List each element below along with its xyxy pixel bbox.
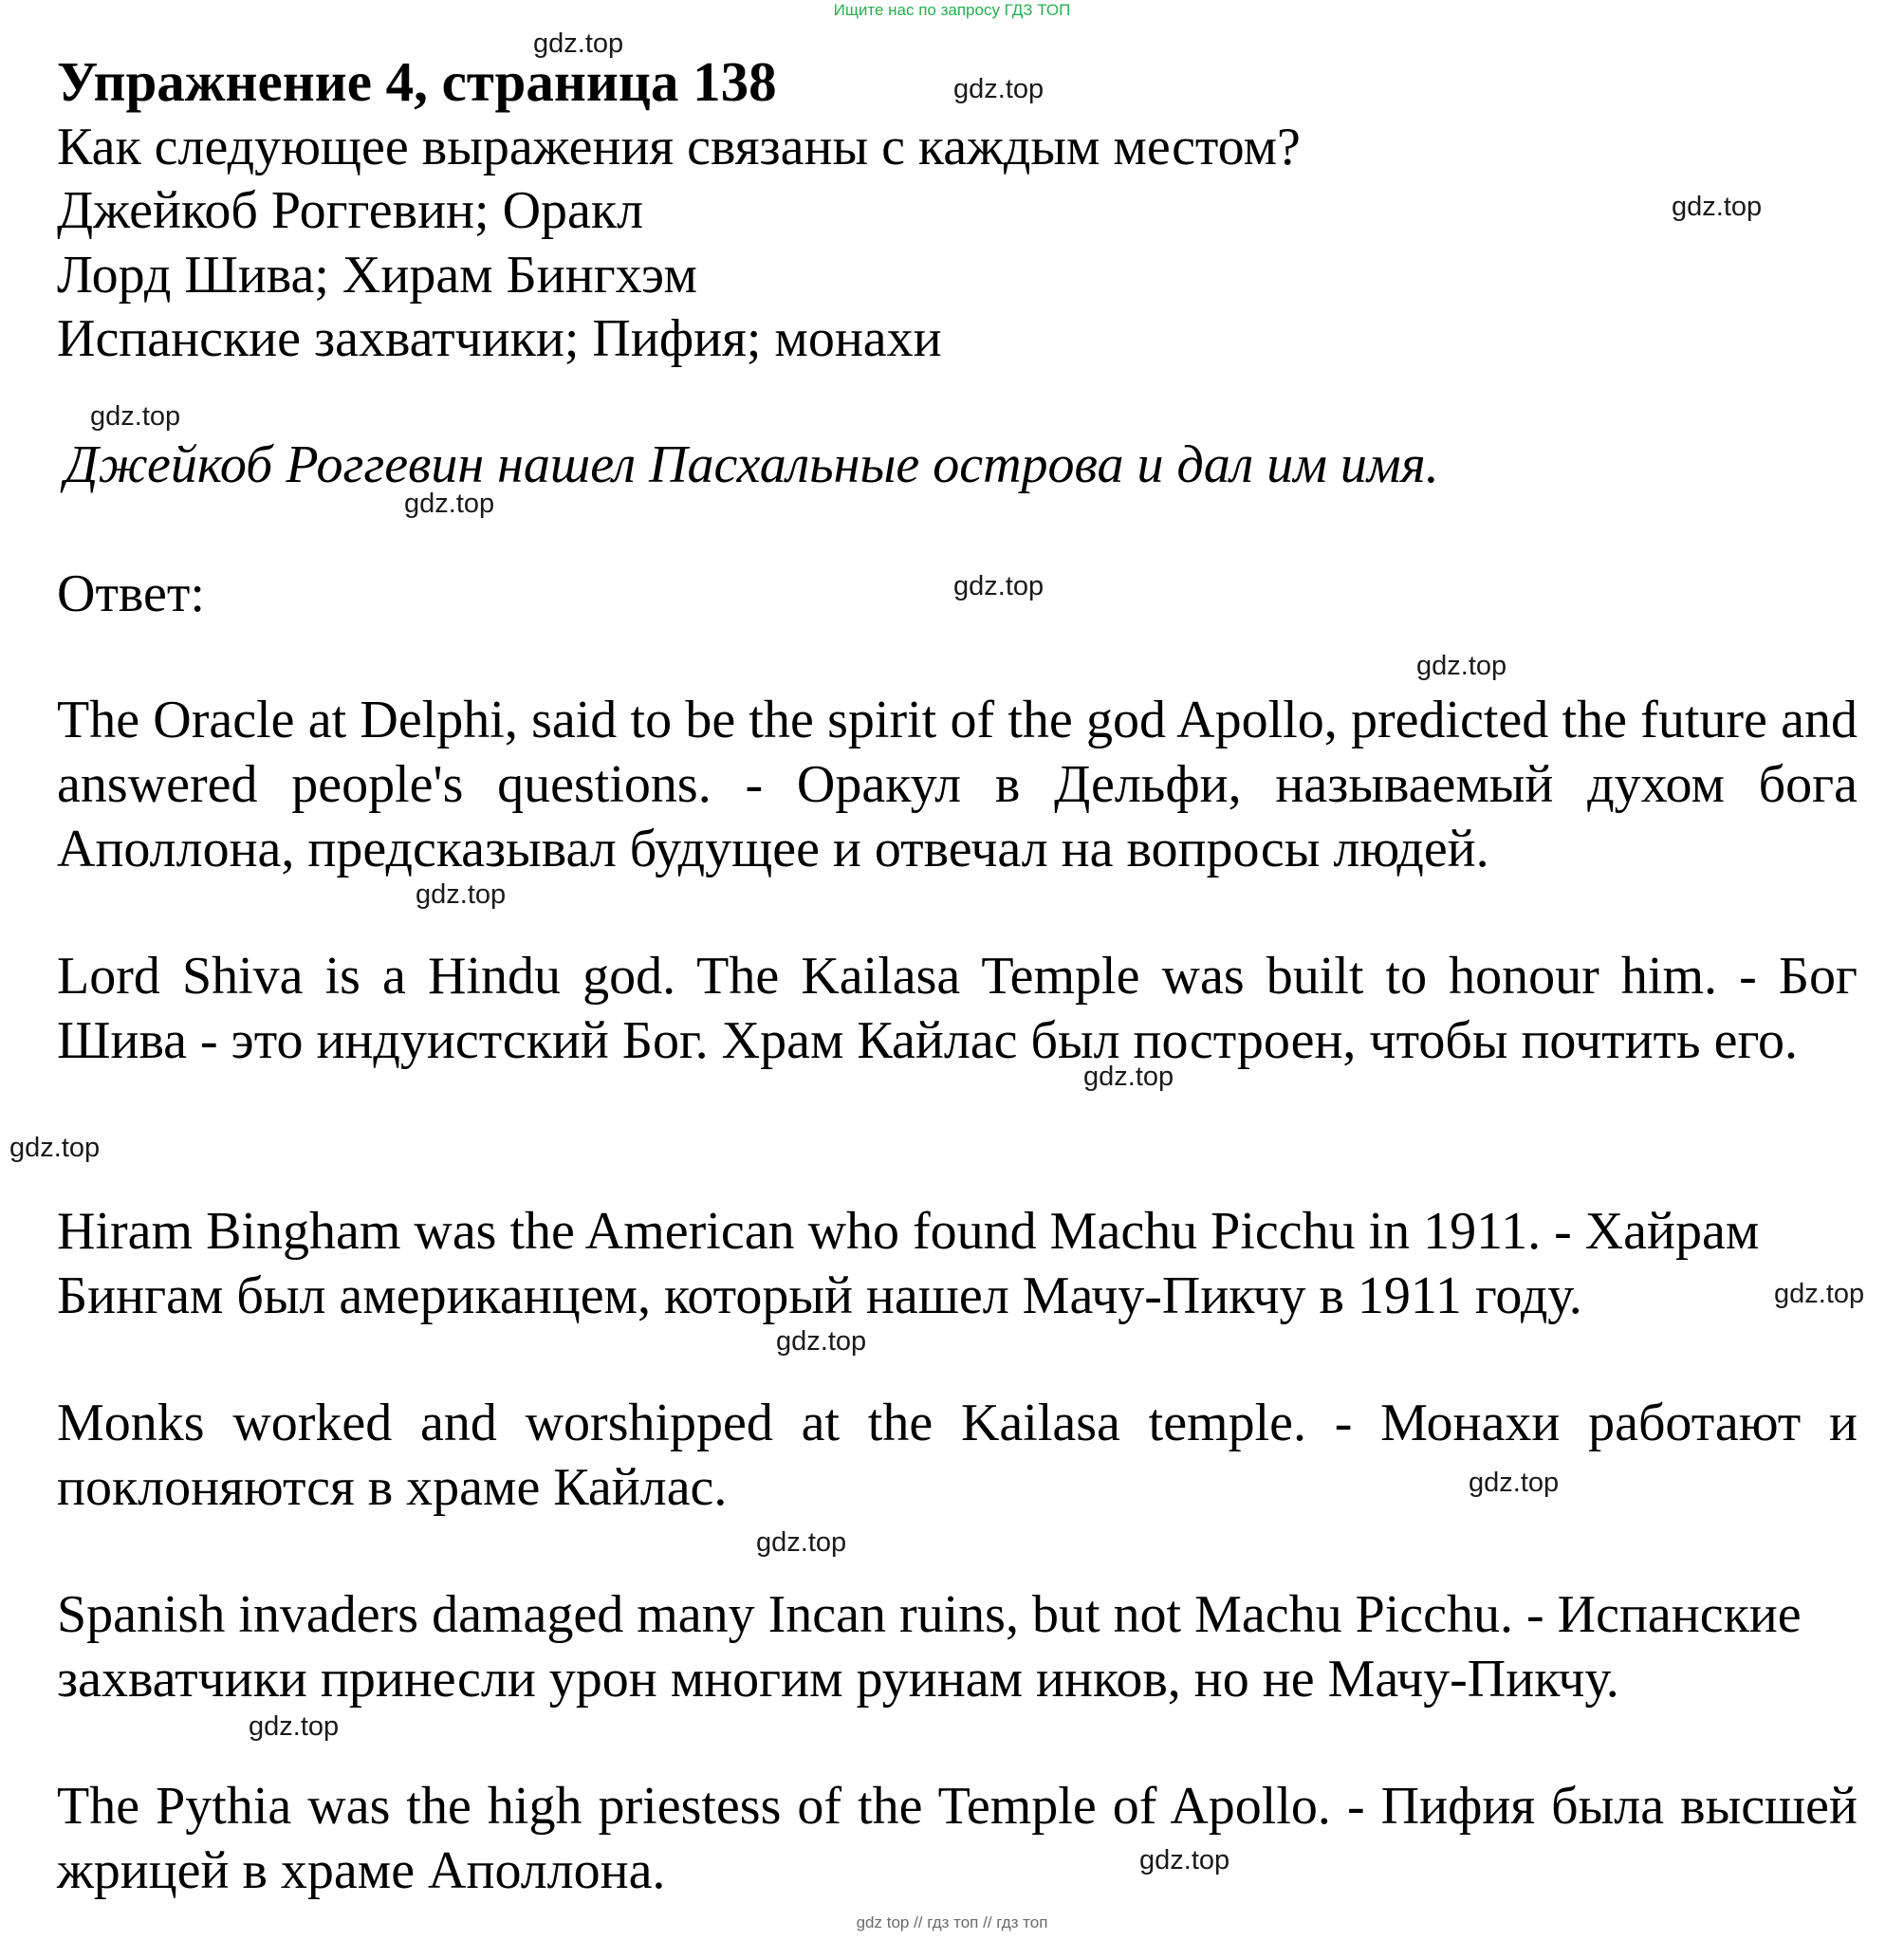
answer-paragraph-shiva: Lord Shiva is a Hindu god. The Kailasa Temple was built to honour him. - Бог Шива - это индуистский Бог. Храм Кайлас был построен, чтобы почтить его. <box>57 947 1858 1070</box>
watermark: gdz.top <box>249 1711 340 1742</box>
watermark: gdz.top <box>90 401 181 432</box>
watermark: gdz.top <box>1416 651 1507 681</box>
answer-label: Ответ: <box>57 564 205 623</box>
term-line-1: Джейкоб Роггевин; Оракл <box>57 181 644 240</box>
watermark: gdz.top <box>1083 1062 1174 1092</box>
watermark: gdz.top <box>953 74 1044 104</box>
answer-paragraph-spanish: Spanish invaders damaged many Incan ruins, but not Machu Picchu. - Испанские захватчики принесли урон многим руинам инков, но не Мачу-Пикчу. <box>57 1585 1802 1709</box>
answer-paragraph-bingham: Hiram Bingham was the American who found Machu Picchu in 1911. - Хайрам Бингам был американцем, который нашел Мачу-Пикчу в 1911 году. <box>57 1202 1760 1325</box>
example-sentence: Джейкоб Роггевин нашел Пасхальные острова и дал им имя. <box>65 435 1439 494</box>
watermark: gdz.top <box>776 1326 867 1357</box>
watermark: gdz.top <box>1774 1279 1865 1309</box>
answer-paragraph-oracle: The Oracle at Delphi, said to be the spirit of the god Apollo, predicted the future and answered people's questions. - Оракул в Дельфи, называемый духом бога Аполлона, предсказывал будущее и отвечал на вопросы людей. <box>57 691 1858 878</box>
watermark: gdz.top <box>404 489 495 519</box>
watermark: gdz.top <box>9 1133 101 1163</box>
watermark: gdz.top <box>416 879 507 910</box>
watermark: gdz.top <box>1469 1468 1560 1498</box>
watermark: gdz.top <box>756 1527 847 1558</box>
term-line-3: Испанские захватчики; Пифия; монахи <box>57 309 942 368</box>
answer-paragraph-pythia: The Pythia was the high priestess of the Temple of Apollo. - Пифия была высшей жрицей в храме Аполлона. <box>57 1777 1858 1900</box>
watermark: gdz.top <box>533 28 624 59</box>
watermark: gdz.top <box>1672 192 1763 222</box>
question-text: Как следующее выражения связаны с каждым местом? <box>57 118 1301 176</box>
top-banner[interactable]: Ищите нас по запросу ГДЗ ТОП <box>833 1 1071 19</box>
watermark: gdz.top <box>1139 1845 1230 1875</box>
exercise-title: Упражнение 4, страница 138 <box>57 50 777 113</box>
footer-links[interactable]: gdz top // гдз топ // гдз топ <box>856 1913 1048 1931</box>
answer-paragraph-monks: Monks worked and worshipped at the Kailasa temple. - Монахи работают и поклоняются в храме Кайлас. <box>57 1394 1858 1517</box>
term-line-2: Лорд Шива; Хирам Бингхэм <box>57 246 697 305</box>
watermark: gdz.top <box>953 571 1044 601</box>
